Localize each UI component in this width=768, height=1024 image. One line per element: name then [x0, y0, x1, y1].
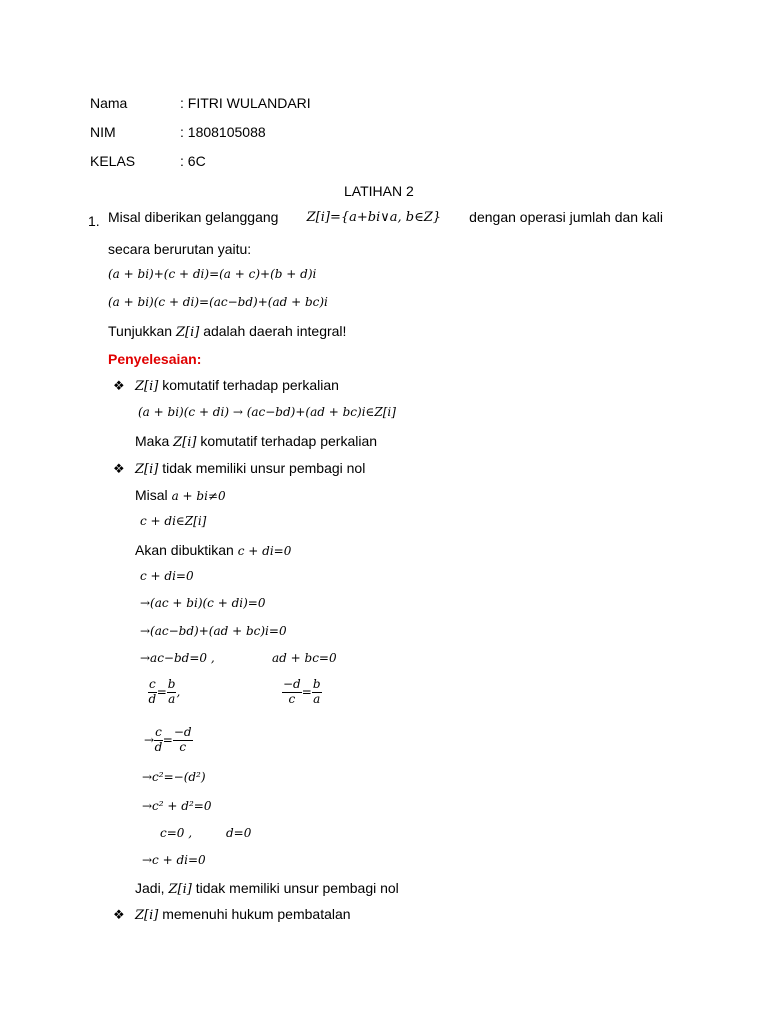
step-8a: c=0 ,	[160, 826, 193, 840]
fraction-row-1a	[148, 678, 180, 707]
fraction-numerator: −d	[283, 677, 301, 691]
step-6: →c²=−(d²)	[142, 770, 206, 784]
fraction-denominator: d	[148, 691, 157, 706]
comma: ,	[176, 685, 181, 700]
fraction-denominator: a	[313, 691, 321, 706]
arrow: →	[144, 733, 155, 748]
problem-line-2: secara berurutan yaitu:	[108, 241, 252, 257]
c-in-z-line: c + di∈Z[i]	[140, 514, 207, 528]
fraction-c-over-d	[154, 726, 163, 755]
equals-sign: =	[162, 733, 173, 748]
sum-equation: (a + bi)+(c + di)=(a + c)+(b + d)i	[108, 267, 317, 281]
akan-label: Akan dibuktikan	[135, 542, 234, 558]
step-2: →(ac + bi)(c + di)=0	[140, 596, 266, 610]
akan-line	[135, 543, 291, 557]
bullet-2-label: tidak memiliki unsur pembagi nol	[162, 460, 366, 476]
step-4a: →ac−bd=0 ,	[140, 651, 215, 665]
nama-value: : FITRI WULANDARI	[180, 95, 311, 111]
akan-equation: c + di=0	[237, 544, 292, 558]
nim-value: : 1808105088	[180, 124, 266, 140]
page-title: LATIHAN 2	[344, 183, 414, 199]
problem-line1-end: dengan operasi jumlah dan kali	[469, 209, 663, 225]
fraction-numerator: −d	[173, 725, 192, 739]
equals-sign: =	[301, 685, 312, 700]
bullet-3-label: memenuhi hukum pembatalan	[162, 906, 351, 922]
task-symbol: Z[i]	[175, 325, 200, 340]
fraction-denominator: a	[168, 691, 176, 706]
fraction-denominator: c	[288, 691, 296, 706]
jadi-end: tidak memiliki unsur pembagi nol	[195, 880, 399, 896]
fraction-row-2	[144, 726, 193, 755]
jadi-line	[135, 881, 399, 896]
nama-label: Nama	[90, 95, 128, 111]
jadi-start: Jadi,	[135, 880, 165, 896]
fraction-neg-d-over-c	[282, 678, 302, 707]
fraction-numerator: b	[312, 677, 321, 691]
step-1: c + di=0	[140, 569, 194, 583]
bullet-1-conclusion-end: komutatif terhadap perkalian	[200, 433, 378, 449]
fraction-numerator: c	[149, 677, 156, 691]
bullet-3-symbol: Z[i]	[135, 908, 159, 923]
set-definition: Z[i]={a+bi∨a, b∈Z}	[306, 209, 442, 225]
fraction-numerator: b	[167, 677, 176, 691]
task-line	[108, 324, 346, 339]
product-equation: (a + bi)(c + di)=(ac−bd)+(ad + bc)i	[108, 295, 328, 309]
fraction-b-over-a	[312, 678, 322, 707]
jadi-symbol: Z[i]	[168, 882, 192, 897]
diamond-bullet-icon: ❖	[113, 378, 125, 393]
equals-sign: =	[156, 685, 167, 700]
fraction-numerator: c	[155, 725, 162, 739]
diamond-bullet-icon: ❖	[113, 907, 125, 922]
problem-line1-start: Misal diberikan gelanggang	[108, 209, 279, 225]
misal-line	[135, 488, 226, 502]
bullet-1-equation: (a + bi)(c + di) → (ac−bd)+(ad + bc)i∈Z[i]	[138, 405, 396, 419]
problem-number: 1.	[88, 213, 100, 229]
fraction-neg-d-over-c	[173, 726, 193, 755]
bullet-1-label: komutatif terhadap perkalian	[162, 377, 339, 393]
bullet-2-text	[135, 461, 365, 476]
fraction-denominator: d	[154, 739, 163, 754]
nim-label: NIM	[90, 124, 116, 140]
step-3: →(ac−bd)+(ad + bc)i=0	[140, 624, 287, 638]
fraction-row-1b	[282, 678, 322, 707]
bullet-3-text	[135, 907, 351, 922]
bullet-1-conclusion	[135, 434, 377, 449]
problem-line-1	[108, 210, 663, 224]
fraction-b-over-a	[167, 678, 177, 707]
misal-equation: a + bi≠0	[171, 489, 226, 503]
step-7: →c² + d²=0	[142, 799, 212, 813]
bullet-1-conclusion-symbol: Z[i]	[173, 435, 197, 450]
step-4b: ad + bc=0	[272, 651, 337, 665]
bullet-1-symbol: Z[i]	[135, 379, 159, 394]
misal-label: Misal	[135, 487, 168, 503]
bullet-1-text	[135, 378, 339, 393]
task-start: Tunjukkan	[108, 323, 173, 339]
kelas-value: : 6C	[180, 153, 206, 169]
solution-heading: Penyelesaian:	[108, 351, 202, 367]
fraction-denominator: c	[179, 739, 187, 754]
step-9: →c + di=0	[142, 853, 206, 867]
fraction-c-over-d	[148, 678, 157, 707]
kelas-label: KELAS	[90, 153, 136, 169]
bullet-1-conclusion-start: Maka	[135, 433, 170, 449]
diamond-bullet-icon: ❖	[113, 461, 125, 476]
task-end: adalah daerah integral!	[203, 323, 347, 339]
bullet-2-symbol: Z[i]	[135, 462, 159, 477]
step-8b: d=0	[226, 826, 252, 840]
